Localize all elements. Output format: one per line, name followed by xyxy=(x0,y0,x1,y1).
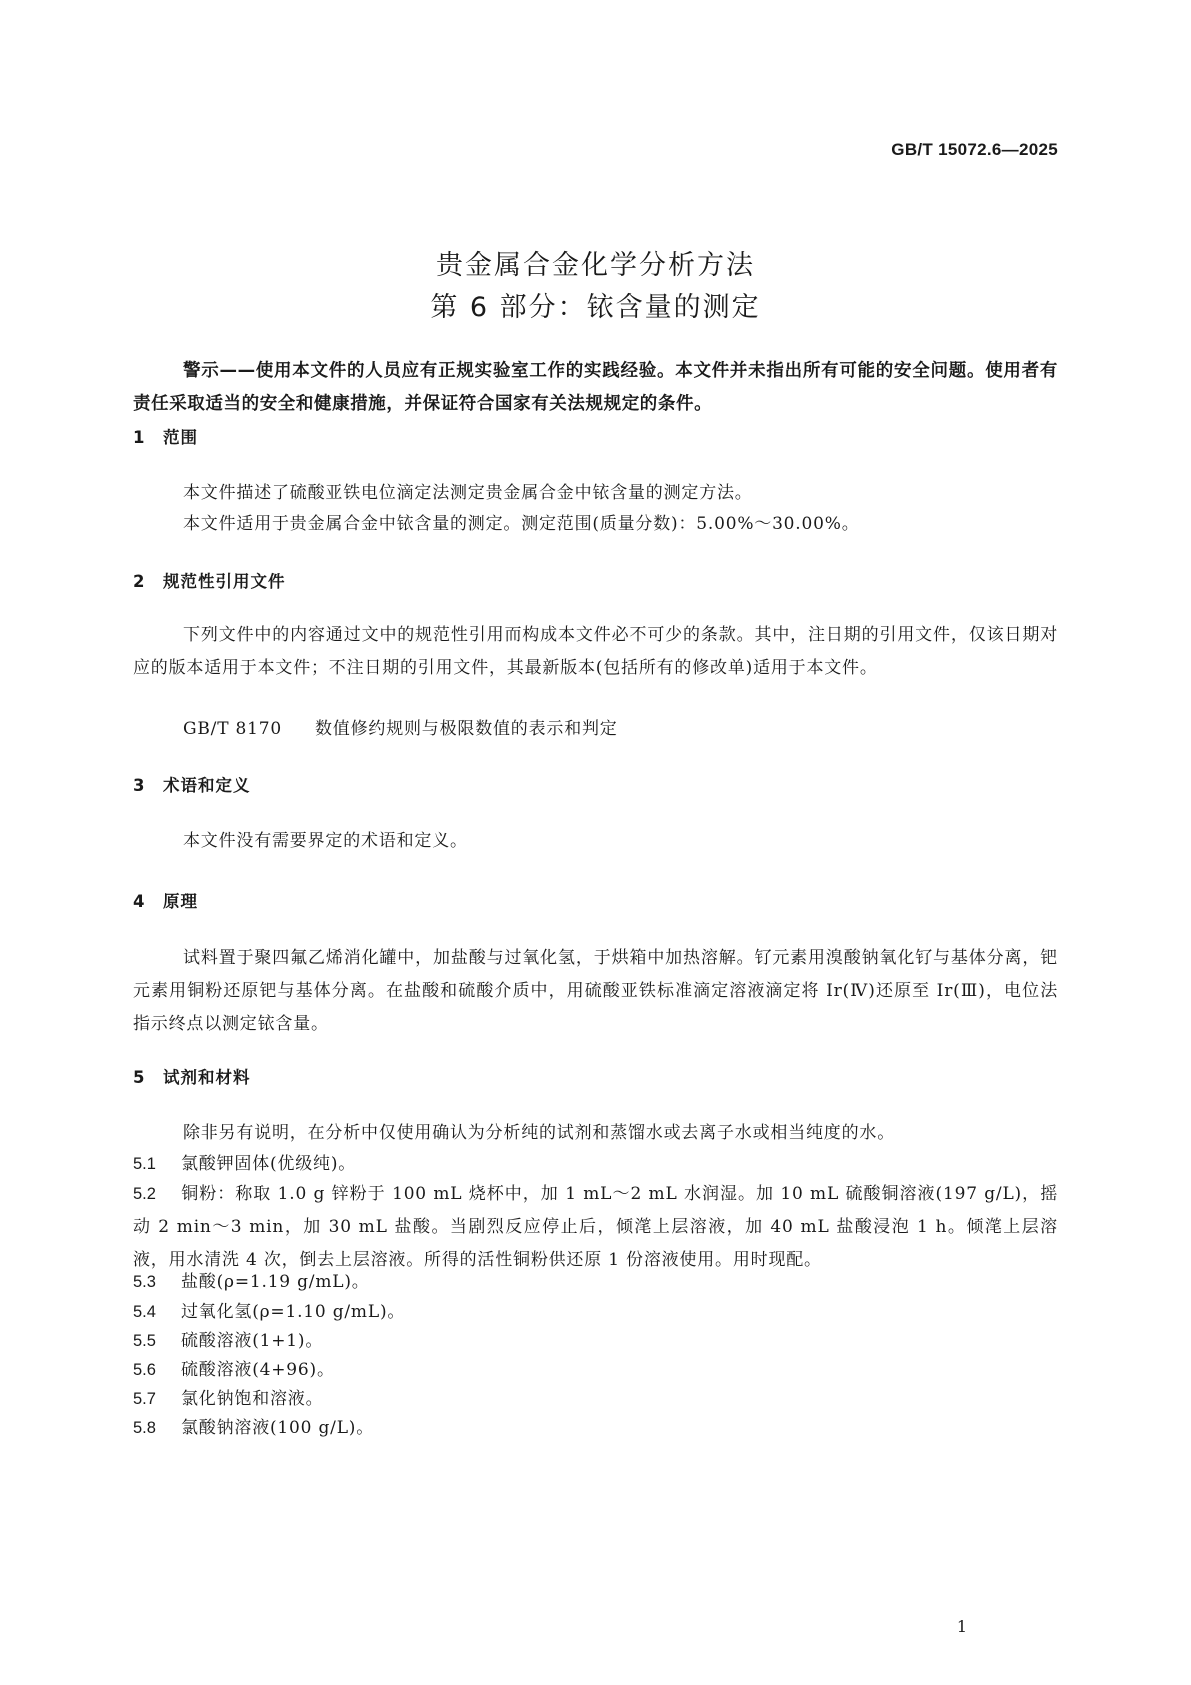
reference-code: GB/T 8170 xyxy=(183,719,283,739)
reagent-text: 硫酸溶液(4+96)。 xyxy=(181,1360,335,1380)
reagent-text: 氯酸钠溶液(100 g/L)。 xyxy=(181,1418,375,1438)
reagent-number: 5.3 xyxy=(133,1273,156,1291)
reagent-item xyxy=(133,1148,1058,1181)
reagent-number: 5.1 xyxy=(133,1155,156,1173)
section-title: 试剂和材料 xyxy=(163,1068,251,1087)
document-title: 贵金属合金化学分析方法 xyxy=(436,250,755,281)
reagent-number: 5.8 xyxy=(133,1419,156,1437)
reagent-item xyxy=(133,1266,1058,1299)
terms-paragraph: 本文件没有需要界定的术语和定义。 xyxy=(183,831,468,851)
section-number: 1 xyxy=(133,428,146,447)
reagent-text: 硫酸溶液(1+1)。 xyxy=(181,1331,324,1351)
reagent-text: 氯化钠饱和溶液。 xyxy=(181,1389,324,1409)
warning-paragraph: 警示——使用本文件的人员应有正规实验室工作的实践经验。本文件并未指出所有可能的安全问题。使用者有责任采取适当的安全和健康措施，并保证符合国家有关法规规定的条件。 xyxy=(133,361,1058,414)
reagent-number: 5.5 xyxy=(133,1332,156,1350)
reagent-text: 氯酸钾固体(优级纯)。 xyxy=(181,1154,357,1174)
section-heading-terms xyxy=(133,772,251,796)
section-heading-scope xyxy=(133,424,198,448)
scope-paragraph-2: 本文件适用于贵金属合金中铱含量的测定。测定范围(质量分数)：5.00%～30.00%。 xyxy=(183,514,860,534)
reference-title: 数值修约规则与极限数值的表示和判定 xyxy=(315,719,618,739)
reagent-text: 盐酸(ρ=1.19 g/mL)。 xyxy=(181,1272,370,1292)
page-number: 1 xyxy=(956,1617,967,1636)
document-subtitle: 第 6 部分：铱含量的测定 xyxy=(430,292,761,323)
reagent-number: 5.7 xyxy=(133,1390,156,1408)
reagent-text: 过氧化氢(ρ=1.10 g/mL)。 xyxy=(181,1302,406,1322)
section-heading-reagents xyxy=(133,1064,251,1088)
standard-code: GB/T 15072.6—2025 xyxy=(891,140,1058,159)
reagent-item xyxy=(133,1178,1058,1277)
section-title: 范围 xyxy=(163,428,198,447)
reagents-intro-paragraph: 除非另有说明，在分析中仅使用确认为分析纯的试剂和蒸馏水或去离子水或相当纯度的水。 xyxy=(183,1123,895,1143)
references-paragraph: 下列文件中的内容通过文中的规范性引用而构成本文件必不可少的条款。其中，注日期的引用文件，仅该日期对应的版本适用于本文件；不注日期的引用文件，其最新版本(包括所有的修改单)适用于本文件。 xyxy=(133,625,1058,678)
reagent-number: 5.2 xyxy=(133,1185,156,1203)
section-title: 规范性引用文件 xyxy=(163,572,286,591)
reagent-text: 铜粉：称取 1.0 g 锌粉于 100 mL 烧杯中，加 1 mL～2 mL 水润湿。加 10 mL 硫酸铜溶液(197 g/L)，摇动 2 min～3 min，加 30 mL 盐酸。当剧烈反应停止后，倾滗上层溶液，加 40 mL 盐酸浸泡 1 h。倾滗上层溶液，用水清洗 4 次，倒去上层溶液。所得的活性铜粉供还原 1 份溶液使用。用时现配。 xyxy=(133,1184,1058,1270)
principle-paragraph: 试料置于聚四氟乙烯消化罐中，加盐酸与过氧化氢，于烘箱中加热溶解。钌元素用溴酸钠氧化钌与基体分离，钯元素用铜粉还原钯与基体分离。在盐酸和硫酸介质中，用硫酸亚铁标准滴定溶液滴定将 Ir(Ⅳ)还原至 Ir(Ⅲ)，电位法指示终点以测定铱含量。 xyxy=(133,948,1058,1034)
reagent-number: 5.4 xyxy=(133,1303,156,1321)
section-heading-principle xyxy=(133,888,198,912)
section-number: 2 xyxy=(133,572,146,591)
section-heading-normative-references xyxy=(133,568,286,592)
scope-paragraph-1: 本文件描述了硫酸亚铁电位滴定法测定贵金属合金中铱含量的测定方法。 xyxy=(183,483,753,503)
reagent-number: 5.6 xyxy=(133,1361,156,1379)
reagent-item xyxy=(133,1412,1058,1445)
section-number: 3 xyxy=(133,776,146,795)
section-number: 5 xyxy=(133,1068,146,1087)
reference-entry xyxy=(183,714,618,739)
section-title: 术语和定义 xyxy=(163,776,251,795)
section-number: 4 xyxy=(133,892,146,911)
section-title: 原理 xyxy=(163,892,198,911)
